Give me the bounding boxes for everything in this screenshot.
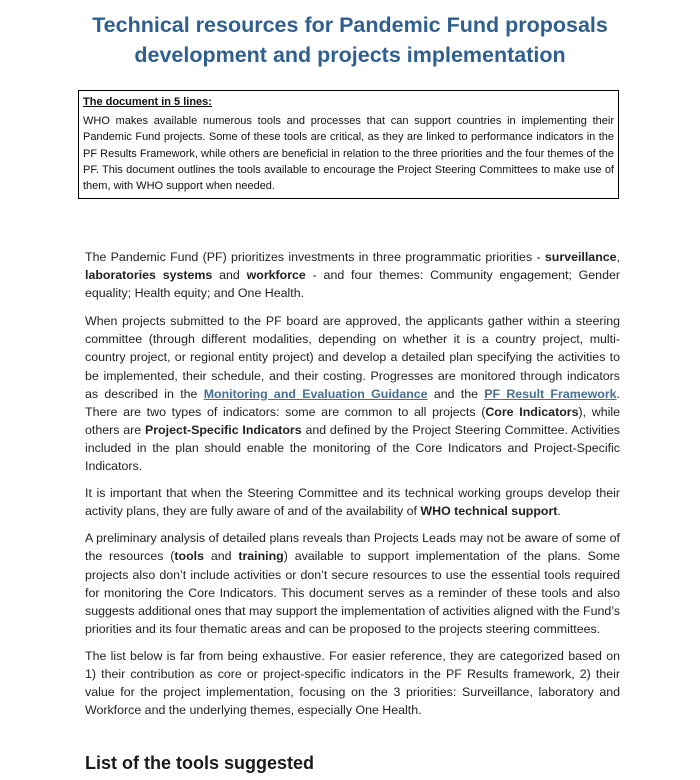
summary-heading: The document in 5 lines: — [83, 96, 212, 108]
para2-text-e: and defined by the Project Steering Committee. Activities included in the plan should enable the monitoring of the Core Indicators and Project-Specific Indicators. — [85, 422, 620, 474]
para4-bold-tools: tools — [174, 549, 204, 564]
para4-text-c: ) available to support implementation of the plans. Some projects also don’t include activities or don’t secure resources to use the essential tools required for monitoring the Core Indicators. This document serves as a reminder of these tools and also suggests additional ones that may support the implementation of activities aligned with the Fund’s priorities and its four thematic areas and can be proposed to the projects steering committees. — [85, 549, 620, 636]
link-monitoring-evaluation-guidance[interactable]: Monitoring and Evaluation Guidance — [203, 386, 428, 401]
link-pf-result-framework[interactable]: PF Result Framework — [484, 386, 617, 401]
para3-bold-who-support: WHO technical support — [420, 504, 558, 519]
paragraph-list-intro: The list below is far from being exhaustive. For easier reference, they are categorized based on 1) their contribution as core or project-specific indicators in the PF Results framework, 2) their value for the project implementation, focusing on the 3 priorities: Surveillance, laboratory and Workforce and the underlying themes, especially One Health. — [85, 648, 620, 718]
para1-bold-surveillance: surveillance — [544, 250, 617, 264]
title-line-2: development and projects implementation — [134, 43, 566, 67]
para2-text-c: . There are two types of indicators: some are common to all projects ( — [85, 386, 620, 419]
summary-text: WHO makes available numerous tools and processes that can support countries in implementing their Pandemic Fund projects. Some of these tools are critical, as they are linked to performance indicators in the PF Results Framework, while others are beneficial in relation to the three priorities and the four themes of the PF. This document outlines the tools available to encourage the Project Steering Committees to make use of them, with WHO support when needed. — [83, 115, 614, 193]
para4-bold-training: training — [238, 549, 284, 564]
paragraph-who-support — [85, 484, 620, 520]
para1-text-d: and — [212, 268, 247, 283]
paragraph-preliminary-analysis — [85, 529, 620, 638]
para3-text-b: . — [557, 504, 561, 519]
para2-text-b: and the — [427, 386, 485, 401]
para2-text-a: When projects submitted to the PF board are approved, the applicants gather within a steering committee (through different modalities, depending on whether it is a country project, multi-country project, or regional entity project) and develop a detailed plan specifying the activities to be implemented, their schedule, and their costing. Progresses are monitored through indicators as described in the — [85, 314, 620, 401]
paragraph-steering-committee — [85, 312, 620, 475]
para1-text-a: The Pandemic Fund (PF) prioritizes investments in three programmatic priorities - — [85, 250, 545, 264]
para1-text-e: - and four themes: Community engagement; Gender equality; Health equity; and One Health. — [85, 268, 620, 301]
title-line-1: Technical resources for Pandemic Fund proposals — [92, 13, 608, 37]
para1-text-c: , — [616, 250, 620, 264]
para2-text-d: ), while others are — [85, 404, 621, 437]
para3-text-a: It is important that when the Steering Committee and its technical working groups develop their activity plans, they are fully aware of and of the availability of — [85, 486, 620, 519]
section-heading-tools: List of the tools suggested — [85, 753, 315, 773]
para2-bold-project-specific: Project-Specific Indicators — [144, 422, 302, 437]
para2-bold-core-indicators: Core Indicators — [485, 404, 579, 419]
paragraph-priorities — [85, 248, 620, 302]
para4-text-b: and — [204, 549, 239, 564]
para1-bold-workforce: workforce — [246, 268, 306, 283]
para4-text-a: A preliminary analysis of detailed plans reveals than Projects Leads may not be aware of some of the resources ( — [85, 531, 620, 564]
page-title — [0, 10, 700, 70]
document-body — [85, 248, 620, 728]
para1-bold-laboratories: laboratories systems — [85, 268, 213, 283]
summary-box — [78, 90, 619, 199]
